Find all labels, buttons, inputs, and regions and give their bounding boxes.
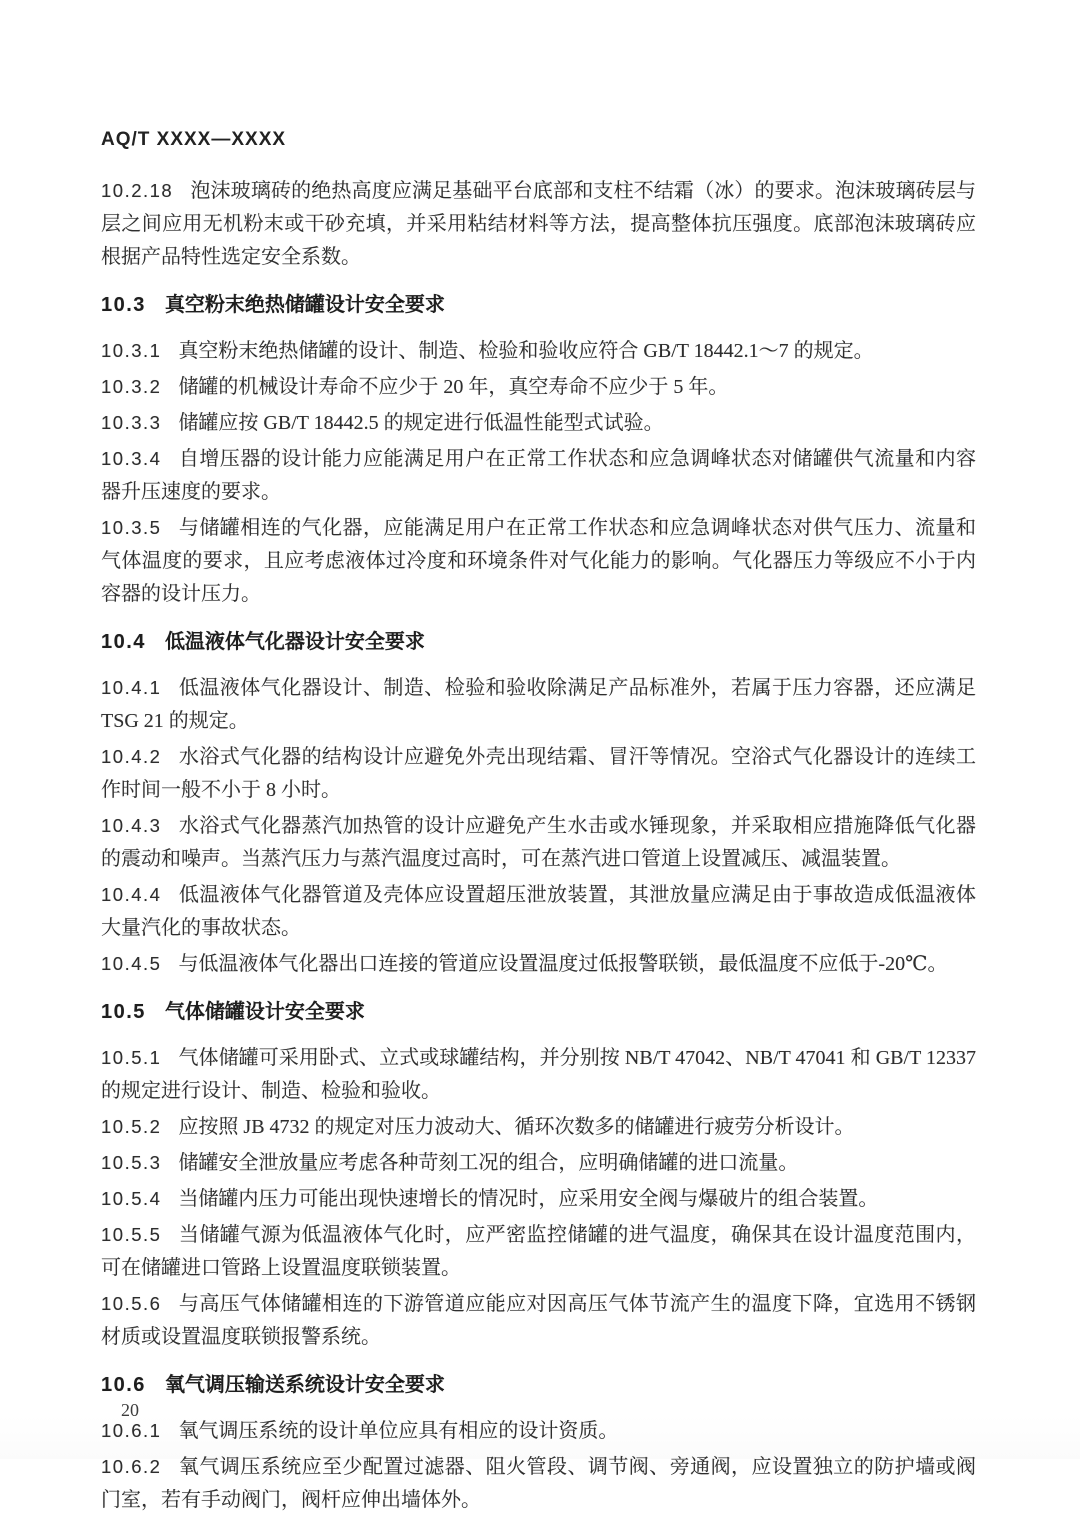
clause-paragraph — [101, 511, 976, 611]
document-body — [101, 129, 976, 1519]
clause-number: 10.4.4 — [101, 884, 162, 905]
clause-paragraph — [101, 1287, 976, 1354]
clause-text: 低温液体气化器管道及壳体应设置超压泄放装置，其泄放量应满足由于事故造成低温液体大量汽化的事故状态。 — [101, 884, 976, 939]
clause-text: 与储罐相连的气化器，应能满足用户在正常工作状态和应急调峰状态对供气压力、流量和气体温度的要求，且应考虑液体过冷度和环境条件对气化能力的影响。气化器压力等级应不小于内容器的设计压力。 — [101, 517, 976, 605]
clause-number: 10.5.6 — [101, 1293, 162, 1314]
clause-number: 10.4.5 — [101, 953, 162, 974]
clause-paragraph — [101, 370, 976, 404]
clause-number: 10.3.5 — [101, 517, 162, 538]
clause-paragraph — [101, 334, 976, 368]
clause-paragraph — [101, 1182, 976, 1216]
section-heading — [101, 996, 976, 1029]
clause-text: 水浴式气化器蒸汽加热管的设计应避免产生水击或水锤现象，并采取相应措施降低气化器的震动和噪声。当蒸汽压力与蒸汽温度过高时，可在蒸汽进口管道上设置减压、减温装置。 — [101, 815, 976, 870]
clause-paragraph — [101, 1146, 976, 1180]
clause-number: 10.4.2 — [101, 746, 162, 767]
clause-paragraph — [101, 671, 976, 738]
clause-text: 当储罐内压力可能出现快速增长的情况时，应采用安全阀与爆破片的组合装置。 — [178, 1188, 879, 1210]
clause-number: 10.3.2 — [101, 376, 162, 397]
clause-paragraph — [101, 442, 976, 509]
clause-number: 10.5 — [101, 1001, 146, 1023]
clause-paragraph — [101, 1414, 976, 1448]
clause-text: 与低温液体气化器出口连接的管道应设置温度过低报警联锁，最低温度不应低于-20℃。 — [178, 953, 948, 975]
clause-text: 自增压器的设计能力应能满足用户在正常工作状态和应急调峰状态对储罐供气流量和内容器升压速度的要求。 — [101, 448, 976, 503]
clause-number: 10.5.2 — [101, 1116, 162, 1137]
clause-paragraph — [101, 947, 976, 981]
clause-text: 氧气调压系统应至少配置过滤器、阻火管段、调节阀、旁通阀，应设置独立的防护墙或阀门室，若有手动阀门，阀杆应伸出墙体外。 — [101, 1456, 976, 1511]
clause-number: 10.4 — [101, 631, 146, 653]
clause-number: 10.5.5 — [101, 1224, 162, 1245]
clause-number: 10.2.18 — [101, 180, 174, 201]
clause-paragraph — [101, 174, 976, 274]
clause-text: 低温液体气化器设计、制造、检验和验收除满足产品标准外，若属于压力容器，还应满足 TSG 21 的规定。 — [101, 677, 976, 732]
clause-text: 泡沫玻璃砖的绝热高度应满足基础平台底部和支柱不结霜（冰）的要求。泡沫玻璃砖层与层之间应用无机粉末或干砂充填，并采用粘结材料等方法，提高整体抗压强度。底部泡沫玻璃砖应根据产品特性选定安全系数。 — [101, 180, 976, 268]
clause-text: 储罐安全泄放量应考虑各种苛刻工况的组合，应明确储罐的进口流量。 — [178, 1152, 799, 1174]
clause-paragraph — [101, 1110, 976, 1144]
clause-paragraph — [101, 1041, 976, 1108]
standard-number-header: AQ/T XXXX—XXXX — [101, 129, 287, 150]
clause-paragraph — [101, 740, 976, 807]
clause-number: 10.4.1 — [101, 677, 162, 698]
page-number: 20 — [121, 1400, 139, 1420]
section-heading — [101, 1369, 976, 1402]
section-title: 真空粉末绝热储罐设计安全要求 — [164, 294, 445, 316]
clause-paragraph — [101, 1450, 976, 1517]
clause-text: 真空粉末绝热储罐的设计、制造、检验和验收应符合 GB/T 18442.1～7 的规定。 — [178, 340, 874, 362]
clause-number: 10.3.1 — [101, 340, 162, 361]
clause-number: 10.3 — [101, 294, 146, 316]
clause-paragraph — [101, 406, 976, 440]
document-content — [101, 174, 976, 1517]
clause-paragraph — [101, 809, 976, 876]
clause-number: 10.6.1 — [101, 1420, 162, 1441]
clause-number: 10.5.1 — [101, 1047, 162, 1068]
clause-number: 10.5.4 — [101, 1188, 162, 1209]
section-heading — [101, 626, 976, 659]
clause-text: 储罐应按 GB/T 18442.5 的规定进行低温性能型式试验。 — [178, 412, 664, 434]
clause-text: 储罐的机械设计寿命不应少于 20 年，真空寿命不应少于 5 年。 — [178, 376, 729, 398]
section-title: 氧气调压输送系统设计安全要求 — [164, 1374, 445, 1396]
clause-text: 与高压气体储罐相连的下游管道应能应对因高压气体节流产生的温度下降，宜选用不锈钢材质或设置温度联锁报警系统。 — [101, 1293, 976, 1348]
clause-paragraph — [101, 1218, 976, 1285]
clause-paragraph — [101, 878, 976, 945]
section-heading — [101, 289, 976, 322]
clause-number: 10.3.3 — [101, 412, 162, 433]
section-title: 低温液体气化器设计安全要求 — [164, 631, 425, 653]
section-title: 气体储罐设计安全要求 — [164, 1001, 365, 1023]
clause-text: 氧气调压系统的设计单位应具有相应的设计资质。 — [178, 1420, 619, 1442]
clause-text: 当储罐气源为低温液体气化时，应严密监控储罐的进气温度，确保其在设计温度范围内，可在储罐进口管路上设置温度联锁装置。 — [101, 1224, 976, 1279]
clause-number: 10.6 — [101, 1374, 146, 1396]
clause-number: 10.5.3 — [101, 1152, 162, 1173]
clause-text: 气体储罐可采用卧式、立式或球罐结构，并分别按 NB/T 47042、NB/T 47041 和 GB/T 12337 的规定进行设计、制造、检验和验收。 — [101, 1047, 976, 1102]
clause-text: 水浴式气化器的结构设计应避免外壳出现结霜、冒汗等情况。空浴式气化器设计的连续工作时间一般不小于 8 小时。 — [101, 746, 976, 801]
clause-number: 10.4.3 — [101, 815, 162, 836]
clause-number: 10.6.2 — [101, 1456, 162, 1477]
clause-number: 10.3.4 — [101, 448, 162, 469]
clause-text: 应按照 JB 4732 的规定对压力波动大、循环次数多的储罐进行疲劳分析设计。 — [178, 1116, 855, 1138]
